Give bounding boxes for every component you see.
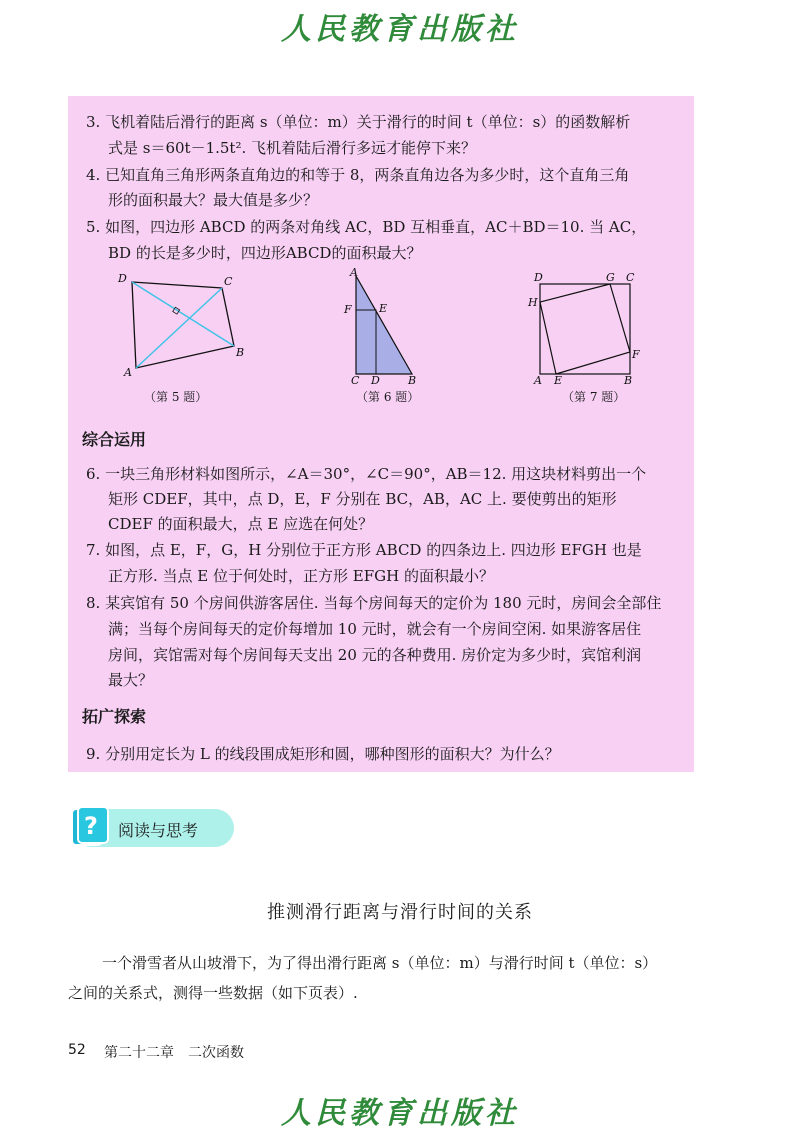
problem-5-line-1: 5. 如图，四边形 ABCD 的两条对角线 AC，BD 互相垂直，AC＋BD＝10. 当 AC， xyxy=(86,218,647,236)
problem-8-line-2: 满；当每个房间每天的定价每增加 10 元时，就会有一个房间空闲. 如果游客居住 xyxy=(108,620,642,638)
problem-6-line-3: CDEF 的面积最大，点 E 应选在何处？ xyxy=(108,515,374,533)
fig6-label-a: A xyxy=(350,268,358,279)
fig7-label-h: H xyxy=(528,296,538,309)
problem-8-line-3: 房间，宾馆需对每个房间每天支出 20 元的各种费用. 房价定为多少时，宾馆利润 xyxy=(108,646,642,664)
fig6-label-c: C xyxy=(351,374,360,386)
fig7-label-e: E xyxy=(554,374,563,386)
fig7-label-c: C xyxy=(626,271,635,284)
problem-8-line-4: 最大？ xyxy=(108,671,154,689)
publisher-watermark-bottom: 人民教育出版社 xyxy=(281,1096,519,1131)
problem-8-line-1: 8. 某宾馆有 50 个房间供游客居住. 当每个房间每天的定价为 180 元时，房间会全部住 xyxy=(86,594,662,612)
page-number: 52 xyxy=(68,1042,86,1058)
figure-7-caption: （第 7 题） xyxy=(562,390,626,404)
figure-5 xyxy=(112,268,252,388)
fig5-label-a: A xyxy=(124,366,132,379)
fig6-label-d: D xyxy=(371,374,380,386)
fig7-label-b: B xyxy=(624,374,633,386)
figure-6 xyxy=(340,268,430,390)
figure-7 xyxy=(526,268,648,390)
figure-6-caption: （第 6 题） xyxy=(356,390,420,404)
problem-4-line-1: 4. 已知直角三角形两条直角边的和等于 8，两条直角边各为多少时，这个直角三角 xyxy=(86,166,630,184)
publisher-watermark-top: 人民教育出版社 xyxy=(281,12,519,47)
problem-6-line-1: 6. 一块三角形材料如图所示，∠A＝30°，∠C＝90°，AB＝12. 用这块材料剪出一个 xyxy=(86,465,647,483)
chapter-title: 第二十二章 二次函数 xyxy=(104,1045,244,1061)
problem-3-line-2: 式是 s＝60t－1.5t². 飞机着陆后滑行多远才能停下来？ xyxy=(108,139,477,157)
section-heading-explore: 拓广探索 xyxy=(82,707,147,726)
fig6-label-e: E xyxy=(379,302,388,315)
svg-text:?: ? xyxy=(84,812,98,840)
reading-label: 阅读与思考 xyxy=(118,821,199,840)
problem-3-line-1: 3. 飞机着陆后滑行的距离 s（单位：m）关于滑行的时间 t（单位：s）的函数解析 xyxy=(86,113,631,131)
fig5-label-d: D xyxy=(118,272,127,285)
fig7-label-g: G xyxy=(606,271,615,284)
problem-6-line-2: 矩形 CDEF，其中，点 D，E，F 分别在 BC，AB，AC 上. 要使剪出的矩形 xyxy=(108,490,617,508)
fig7-label-a: A xyxy=(534,374,542,386)
problem-4-line-2: 形的面积最大？最大值是多少？ xyxy=(108,191,319,209)
fig5-label-b: B xyxy=(236,346,245,359)
article-line-2: 之间的关系式，测得一些数据（如下页表）. xyxy=(68,984,358,1002)
fig6-label-f: F xyxy=(344,303,352,316)
fig7-label-d: D xyxy=(534,271,543,284)
article-title: 推测滑行距离与滑行时间的关系 xyxy=(267,902,533,923)
section-heading-apply: 综合运用 xyxy=(82,430,147,449)
article-line-1: 一个滑雪者从山坡滑下，为了得出滑行距离 s（单位：m）与滑行时间 t（单位：s） xyxy=(102,954,658,972)
fig5-label-c: C xyxy=(224,275,233,288)
question-book-icon xyxy=(70,805,110,849)
problem-5-line-2: BD 的长是多少时，四边形ABCD的面积最大？ xyxy=(108,244,422,262)
problem-7-line-2: 正方形. 当点 E 位于何处时，正方形 EFGH 的面积最小？ xyxy=(108,567,494,585)
problem-9-line-1: 9. 分别用定长为 L 的线段围成矩形和圆，哪种图形的面积大？为什么？ xyxy=(86,745,560,763)
problem-7-line-1: 7. 如图，点 E，F，G，H 分别位于正方形 ABCD 的四条边上. 四边形 EFGH 也是 xyxy=(86,541,642,559)
figure-5-caption: （第 5 题） xyxy=(144,390,208,404)
fig6-label-b: B xyxy=(408,374,417,386)
fig7-label-f: F xyxy=(632,348,640,361)
